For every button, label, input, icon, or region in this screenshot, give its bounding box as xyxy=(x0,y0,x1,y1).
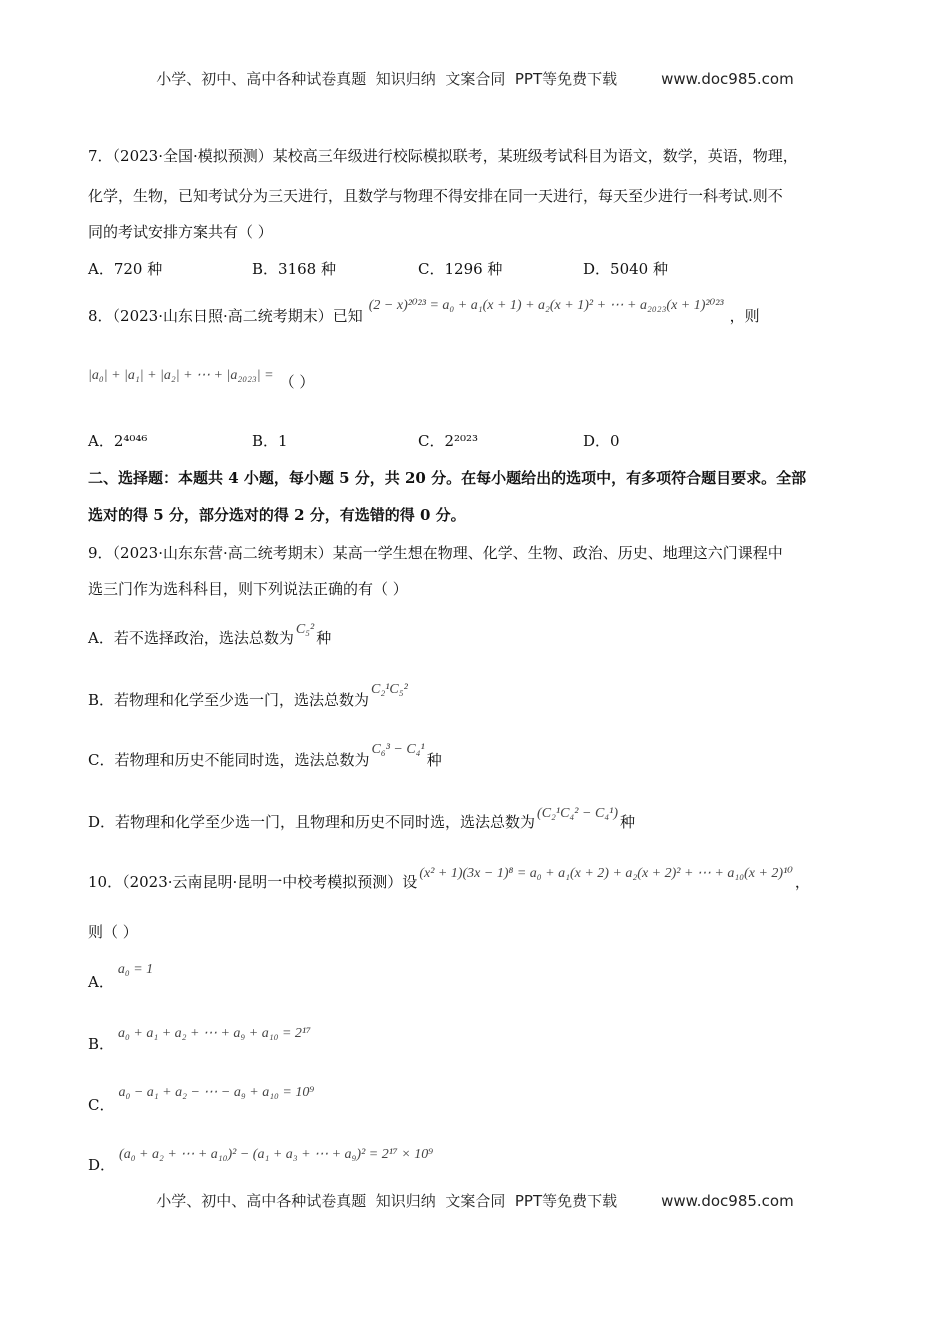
q10-c-math: a₀ − a₁ + a₂ − ⋯ − a₉ + a₁₀ = 10⁹ xyxy=(118,1085,315,1100)
q7-option-c: C．1296 种 xyxy=(418,260,503,278)
q9-line1: 9．（2023·山东东营·高二统考期末）某高一学生想在物理、化学、生物、政治、历史、地理这六门课程中 xyxy=(88,544,783,562)
q9-c-text: C．若物理和历史不能同时选，选法总数为 xyxy=(88,751,370,769)
q8-abs-sum: |a₀| + |a₁| + |a₂| + ⋯ + |a₂₀₂₃| = xyxy=(88,368,274,383)
q9-b-math: C₂¹C₅² xyxy=(371,682,408,697)
q8-stem xyxy=(88,298,760,328)
banner-url: www.doc985.com xyxy=(661,70,794,88)
q10-option-d xyxy=(88,1147,434,1177)
q10-a-math: a₀ = 1 xyxy=(117,962,154,977)
header-banner xyxy=(0,68,950,89)
q9-d-end: 种 xyxy=(620,813,636,831)
q9-c-end: 种 xyxy=(426,751,442,769)
q9-line2: 选三门作为选科科目，则下列说法正确的有（ ） xyxy=(88,580,408,598)
q8-option-a: A．2⁴⁰⁴⁶ xyxy=(88,432,148,450)
q10-option-b xyxy=(88,1026,311,1056)
q10-b-math: a₀ + a₁ + a₂ + ⋯ + a₉ + a₁₀ = 2¹⁷ xyxy=(118,1026,311,1041)
q7-line3: 同的考试安排方案共有（ ） xyxy=(88,223,273,241)
q8-option-c: C．2²⁰²³ xyxy=(418,432,479,450)
q10-a-label: A． xyxy=(88,973,114,991)
q10-option-c xyxy=(88,1085,315,1117)
section2-line2: 选对的得 5 分，部分选对的得 2 分，有选错的得 0 分。 xyxy=(88,506,466,524)
q9-a-end: 种 xyxy=(316,629,332,647)
q9-b-text: B．若物理和化学至少选一门，选法总数为 xyxy=(88,691,370,709)
q10-stem xyxy=(88,866,810,894)
q9-c-math: C₆³ − C₄¹ xyxy=(371,742,425,757)
q8-prefix: 8．（2023·山东日照·高二统考期末）已知 xyxy=(88,307,363,325)
footer-url: www.doc985.com xyxy=(661,1192,794,1210)
q9-option-c xyxy=(88,742,442,772)
q9-option-a xyxy=(88,622,332,650)
q8-formula: (2 − x)²⁰²³ = a₀ + a₁(x + 1) + a₂(x + 1)² + ⋯ + a₂₀₂₃(x + 1)²⁰²³ xyxy=(368,298,724,313)
q8-expression-line xyxy=(88,368,315,394)
q10-suffix: ， xyxy=(794,873,810,891)
q9-a-text: A．若不选择政治，选法总数为 xyxy=(88,629,294,647)
footer-text: 小学、初中、高中各种试卷真题 知识归纳 文案合同 PPT等免费下载 xyxy=(156,1192,618,1210)
q7-option-d: D．5040 种 xyxy=(583,260,668,278)
q10-b-label: B． xyxy=(88,1035,115,1053)
q9-d-math: (C₂¹C₄² − C₄¹) xyxy=(537,806,619,821)
q8-option-d: D．0 xyxy=(583,432,620,450)
q7-option-b: B．3168 种 xyxy=(252,260,336,278)
q10-option-a xyxy=(88,962,154,994)
q10-line2: 则（ ） xyxy=(88,923,138,941)
q7-option-a: A．720 种 xyxy=(88,260,163,278)
q8-paren: （ ） xyxy=(279,373,315,391)
q8-option-b: B．1 xyxy=(252,432,288,450)
q9-option-b xyxy=(88,682,408,712)
q7-line1: 7．（2023·全国·模拟预测）某校高三年级进行校际模拟联考，某班级考试科目为语文，数学，英语，物理， xyxy=(88,147,798,165)
q9-d-text: D．若物理和化学至少选一门，且物理和历史不同时选，选法总数为 xyxy=(88,813,536,831)
q10-prefix: 10．（2023·云南昆明·昆明一中校考模拟预测）设 xyxy=(88,873,418,891)
q10-c-label: C． xyxy=(88,1096,115,1114)
section2-line1: 二、选择题：本题共 4 小题，每小题 5 分，共 20 分。在每小题给出的选项中，有多项符合题目要求。全部 xyxy=(88,469,807,487)
q10-d-math: (a₀ + a₂ + ⋯ + a₁₀)² − (a₁ + a₃ + ⋯ + a₉)² = 2¹⁷ × 10⁹ xyxy=(119,1147,434,1162)
q10-d-label: D． xyxy=(88,1156,116,1174)
q7-line2: 化学，生物，已知考试分为三天进行，且数学与物理不得安排在同一天进行，每天至少进行一科考试.则不 xyxy=(88,187,783,205)
footer-banner xyxy=(0,1190,950,1211)
q10-formula: (x² + 1)(3x − 1)⁸ = a₀ + a₁(x + 2) + a₂(x + 2)² + ⋯ + a₁₀(x + 2)¹⁰ xyxy=(419,866,793,881)
q8-suffix: ，则 xyxy=(729,307,760,325)
q9-a-math: C₅² xyxy=(295,622,315,637)
banner-text: 小学、初中、高中各种试卷真题 知识归纳 文案合同 PPT等免费下载 xyxy=(156,70,618,88)
q9-option-d xyxy=(88,806,636,834)
